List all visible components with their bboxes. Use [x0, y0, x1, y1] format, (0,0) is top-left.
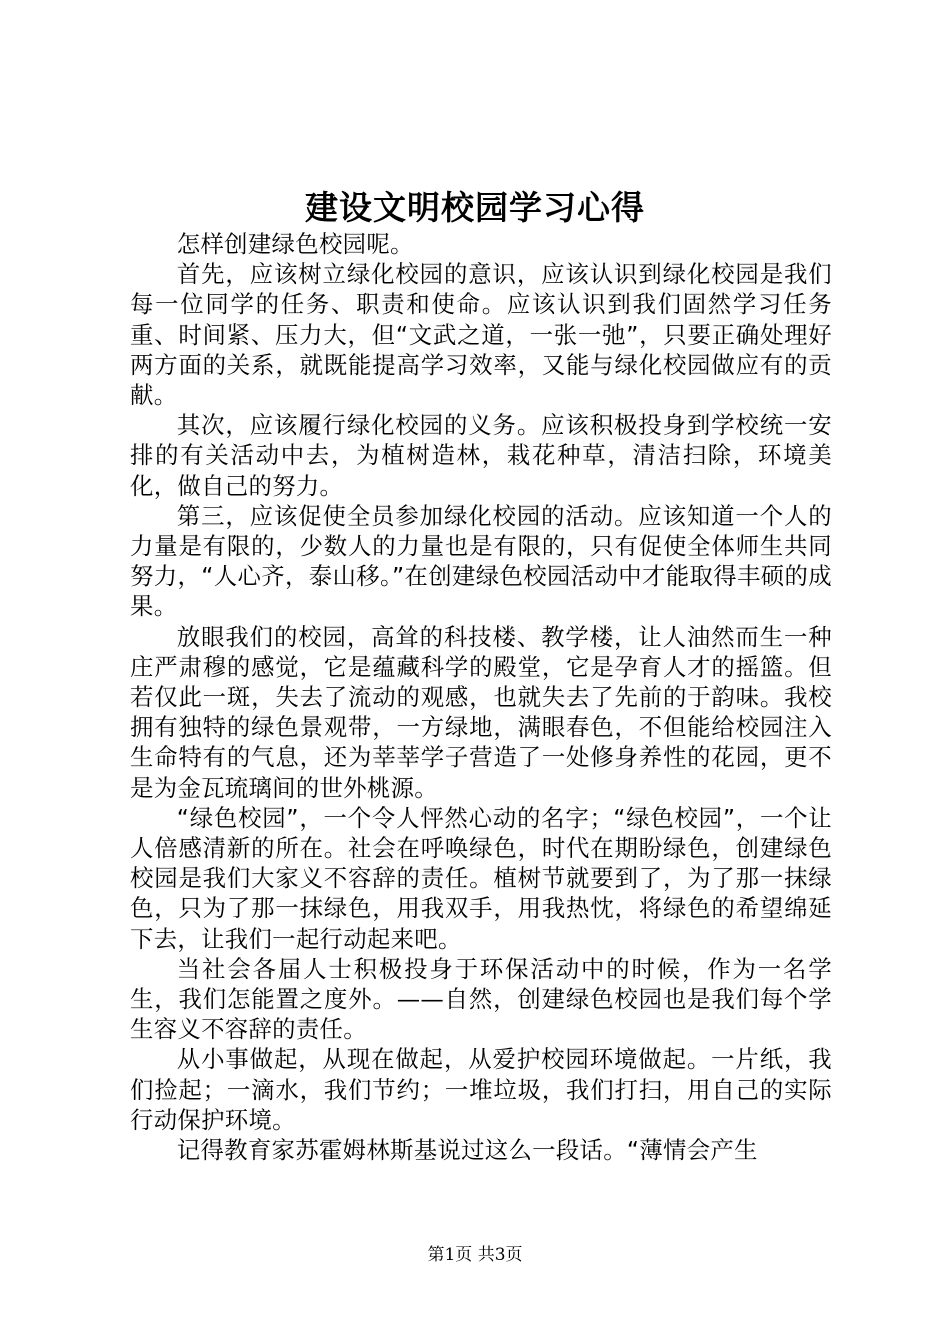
paragraph: 第三，应该促使全员参加绿化校园的活动。应该知道一个人的力量是有限的，少数人的力量也是有限的，只有促使全体师生共同努力，“人心齐，泰山移。”在创建绿色校园活动中才能取得丰硕的成果。: [130, 501, 832, 621]
paragraph: 其次，应该履行绿化校园的义务。应该积极投身到学校统一安排的有关活动中去，为植树造林，栽花种草，清洁扫除，环境美化，做自己的努力。: [130, 411, 832, 500]
document-body: [130, 229, 832, 1165]
paragraph: 放眼我们的校园，高耸的科技楼、教学楼，让人油然而生一种庄严肃穆的感觉，它是蕴藏科学的殿堂，它是孕育人才的摇篮。但若仅此一斑，失去了流动的观感，也就失去了先前的于韵味。我校拥有独特的绿色景观带，一方绿地，满眼春色，不但能给校园注入生命特有的气息，还为莘莘学子营造了一处修身养性的花园，更不是为金瓦琉璃间的世外桃源。: [130, 622, 832, 802]
paragraph: 怎样创建绿色校园呢。: [176, 230, 414, 258]
paragraph: 记得教育家苏霍姆林斯基说过这么一段话。“薄情会产生: [176, 1136, 758, 1165]
paragraph: 从小事做起，从现在做起，从爱护校园环境做起。一片纸，我们捡起；一滴水，我们节约；一堆垃圾，我们打扫，用自己的实际行动保护环境。: [130, 1045, 832, 1134]
document-title: 建设文明校园学习心得: [305, 188, 645, 227]
paragraph: 当社会各届人士积极投身于环保活动中的时候，作为一名学生，我们怎能置之度外。——自然，创建绿色校园也是我们每个学生容义不容辞的责任。: [130, 954, 832, 1044]
paragraph: 首先，应该树立绿化校园的意识，应该认识到绿化校园是我们每一位同学的任务、职责和使命。应该认识到我们固然学习任务重、时间紧、压力大，但“文武之道，一张一弛”，只要正确处理好两方面的关系，就既能提高学习效率，又能与绿化校园做应有的贡献。: [130, 260, 832, 410]
page-footer: 第1页 共3页: [427, 1245, 523, 1265]
paragraph: “绿色校园”，一个令人怦然心动的名字；“绿色校园”，一个让人倍感清新的所在。社会在呼唤绿色，时代在期盼绿色，创建绿色校园是我们大家义不容辞的责任。植树节就要到了，为了那一抹绿色，只为了那一抹绿色，用我双手，用我热忱，将绿色的希望绵延下去，让我们一起行动起来吧。: [130, 803, 832, 953]
